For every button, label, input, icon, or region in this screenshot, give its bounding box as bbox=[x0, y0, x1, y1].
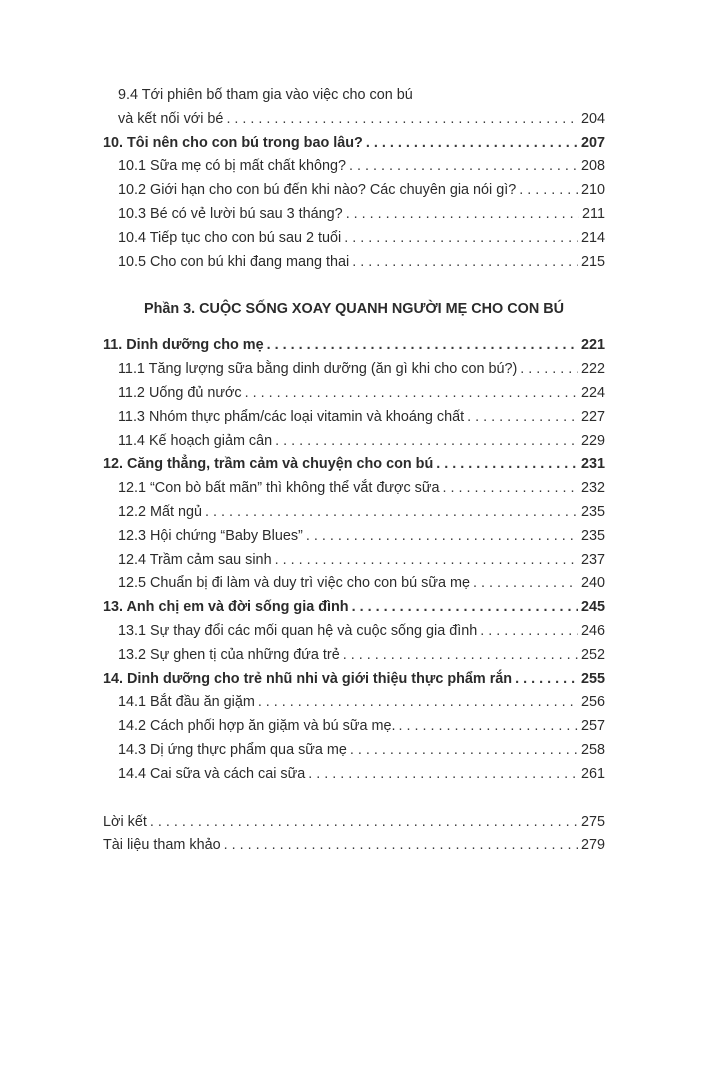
toc-section-part-3 bbox=[103, 334, 605, 786]
toc-leader-dots bbox=[343, 644, 578, 668]
toc-entry-title: 10.1 Sữa mẹ có bị mất chất không? bbox=[118, 158, 347, 175]
toc-entry-title: 12.3 Hội chứng “Baby Blues” bbox=[118, 527, 303, 544]
toc-page-number: 252 bbox=[580, 646, 605, 663]
toc-page-number: 245 bbox=[580, 599, 605, 616]
toc-leader-dots bbox=[308, 763, 578, 787]
toc-subsection-row bbox=[103, 227, 605, 251]
section-gap bbox=[103, 787, 605, 811]
toc-subsection-row bbox=[103, 155, 605, 179]
toc-backmatter-row bbox=[103, 811, 605, 835]
toc-page-number: 255 bbox=[580, 670, 605, 687]
toc-entry-title: 10.4 Tiếp tục cho con bú sau 2 tuổi bbox=[118, 229, 342, 246]
toc-page-number: 257 bbox=[580, 718, 605, 735]
toc-entry-title: 12.5 Chuẩn bị đi làm và duy trì việc cho con bú sữa mẹ bbox=[118, 575, 470, 592]
toc-leader-dots bbox=[245, 382, 578, 406]
toc-page-number: 207 bbox=[580, 134, 605, 151]
toc-subsection-row bbox=[103, 572, 605, 596]
toc-chapter-row bbox=[103, 132, 605, 156]
toc-page-number: 215 bbox=[580, 253, 605, 270]
toc-chapter-row bbox=[103, 334, 605, 358]
toc-chapter-row bbox=[103, 668, 605, 692]
toc-subsection-row bbox=[103, 739, 605, 763]
toc-page-number: 237 bbox=[580, 551, 605, 568]
toc-page-number: 279 bbox=[580, 837, 605, 854]
toc-subsection-row bbox=[103, 477, 605, 501]
toc-subsection-row bbox=[103, 406, 605, 430]
toc-leader-dots bbox=[473, 572, 578, 596]
toc-page-number: 232 bbox=[580, 480, 605, 497]
toc-entry-title: Lời kết bbox=[103, 813, 147, 830]
toc-subsection-row bbox=[103, 549, 605, 573]
toc-entry-title: 10.3 Bé có vẻ lười bú sau 3 tháng? bbox=[118, 205, 343, 222]
toc-subsection-row bbox=[103, 620, 605, 644]
toc-page-number: 235 bbox=[580, 503, 605, 520]
toc-entry-title: 12.2 Mất ngủ bbox=[118, 503, 203, 520]
toc-page-number: 240 bbox=[580, 575, 605, 592]
toc-subsection-row bbox=[103, 179, 605, 203]
toc-subsection-row bbox=[103, 251, 605, 275]
toc-entry-title: 11.1 Tăng lượng sữa bằng dinh dưỡng (ăn gì khi cho con bú?) bbox=[118, 361, 518, 378]
toc-leader-dots bbox=[350, 739, 578, 763]
toc-entry-title: 14.2 Cách phối hợp ăn giặm và bú sữa mẹ. bbox=[118, 718, 396, 735]
toc-subsection-row bbox=[103, 358, 605, 382]
toc-entry-title: Tài liệu tham khảo bbox=[103, 837, 221, 854]
toc-entry-title: 13.1 Sự thay đổi các mối quan hệ và cuộc sống gia đình bbox=[118, 622, 478, 639]
toc-subsection-row bbox=[103, 715, 605, 739]
toc-subsection-row bbox=[103, 203, 605, 227]
toc-leader-dots bbox=[398, 715, 578, 739]
toc-leader-dots bbox=[352, 596, 578, 620]
toc-section-back-matter bbox=[103, 811, 605, 859]
toc-page-number: 258 bbox=[580, 741, 605, 758]
toc-leader-dots bbox=[520, 358, 578, 382]
toc-page-number: 229 bbox=[580, 432, 605, 449]
toc-leader-dots bbox=[515, 668, 578, 692]
toc-leader-dots bbox=[443, 477, 578, 501]
toc-entry-title: 12.1 “Con bò bất mãn” thì không thể vắt được sữa bbox=[118, 480, 440, 497]
toc-subsection-row bbox=[103, 108, 605, 132]
toc-leader-dots bbox=[275, 549, 578, 573]
toc-entry-title: 14.4 Cai sữa và cách cai sữa bbox=[118, 765, 306, 782]
toc-page-number: 275 bbox=[580, 813, 605, 830]
toc-page-number: 208 bbox=[580, 158, 605, 175]
toc-leader-dots bbox=[224, 834, 578, 858]
toc-leader-dots bbox=[150, 811, 578, 835]
toc-leader-dots bbox=[226, 108, 578, 132]
toc-leader-dots bbox=[344, 227, 578, 251]
toc-leader-dots bbox=[267, 334, 578, 358]
part-heading: Phần 3. CUỘC SỐNG XOAY QUANH NGƯỜI MẸ CHO CON BÚ bbox=[143, 301, 564, 318]
toc-subsection-row bbox=[103, 644, 605, 668]
toc-entry-title: 12. Căng thẳng, trầm cảm và chuyện cho con bú bbox=[103, 456, 434, 473]
toc-page-number: 235 bbox=[580, 527, 605, 544]
toc-page-number: 227 bbox=[580, 408, 605, 425]
toc-subsection-row bbox=[103, 691, 605, 715]
toc-entry-title: 14.3 Dị ứng thực phẩm qua sữa mẹ bbox=[118, 741, 347, 758]
toc-chapter-row bbox=[103, 596, 605, 620]
toc-leader-dots bbox=[275, 430, 578, 454]
toc-entry-title: 13.2 Sự ghen tị của những đứa trẻ bbox=[118, 646, 340, 663]
toc-entry-title: 11.4 Kế hoạch giảm cân bbox=[118, 432, 273, 449]
toc-entry-title: 10. Tôi nên cho con bú trong bao lâu? bbox=[103, 134, 363, 151]
toc-subsection-row bbox=[103, 525, 605, 549]
toc-page-number: 210 bbox=[580, 182, 605, 199]
toc-page-number: 221 bbox=[580, 337, 605, 354]
toc-page-number: 224 bbox=[580, 384, 605, 401]
toc-entry-title: 11.3 Nhóm thực phẩm/các loại vitamin và khoáng chất bbox=[118, 408, 465, 425]
toc-page-number: 231 bbox=[580, 456, 605, 473]
toc-page-number: 256 bbox=[580, 694, 605, 711]
toc-backmatter-row bbox=[103, 834, 605, 858]
toc-leader-dots bbox=[205, 501, 578, 525]
toc-page-number: 204 bbox=[580, 110, 605, 127]
toc-leader-dots bbox=[306, 525, 578, 549]
toc-entry-title: 10.2 Giới hạn cho con bú đến khi nào? Các chuyên gia nói gì? bbox=[118, 182, 517, 199]
toc-leader-dots bbox=[467, 406, 578, 430]
toc-section-chapter-9-10 bbox=[103, 84, 605, 274]
toc-entry-title: 11. Dinh dưỡng cho mẹ bbox=[103, 337, 264, 354]
table-of-contents bbox=[103, 84, 605, 858]
toc-leader-dots bbox=[346, 203, 579, 227]
toc-leader-dots bbox=[436, 453, 578, 477]
toc-subsection-row bbox=[103, 84, 605, 108]
toc-page-number: 214 bbox=[580, 229, 605, 246]
toc-subsection-row bbox=[103, 763, 605, 787]
toc-leader-dots bbox=[349, 155, 578, 179]
toc-page-number: 246 bbox=[580, 622, 605, 639]
toc-entry-title: 14. Dinh dưỡng cho trẻ nhũ nhi và giới thiệu thực phẩm rắn bbox=[103, 670, 513, 687]
toc-leader-dots bbox=[366, 132, 578, 156]
toc-entry-title: 11.2 Uống đủ nước bbox=[118, 384, 242, 401]
toc-entry-title: 14.1 Bắt đầu ăn giặm bbox=[118, 694, 255, 711]
toc-leader-dots bbox=[258, 691, 578, 715]
toc-leader-dots bbox=[352, 251, 578, 275]
toc-leader-dots bbox=[480, 620, 578, 644]
toc-entry-title: 13. Anh chị em và đời sống gia đình bbox=[103, 599, 349, 616]
toc-entry-title: 9.4 Tới phiên bố tham gia vào việc cho con bú bbox=[118, 87, 413, 103]
toc-page-number: 222 bbox=[580, 361, 605, 378]
toc-entry-title: và kết nối với bé bbox=[118, 110, 224, 127]
toc-leader-dots bbox=[519, 179, 578, 203]
toc-entry-title: 10.5 Cho con bú khi đang mang thai bbox=[118, 253, 350, 270]
toc-chapter-row bbox=[103, 453, 605, 477]
toc-subsection-row bbox=[103, 430, 605, 454]
toc-subsection-row bbox=[103, 501, 605, 525]
toc-page-number: 211 bbox=[582, 205, 605, 222]
toc-entry-title: 12.4 Trầm cảm sau sinh bbox=[118, 551, 272, 568]
toc-page-number: 261 bbox=[580, 765, 605, 782]
toc-subsection-row bbox=[103, 382, 605, 406]
